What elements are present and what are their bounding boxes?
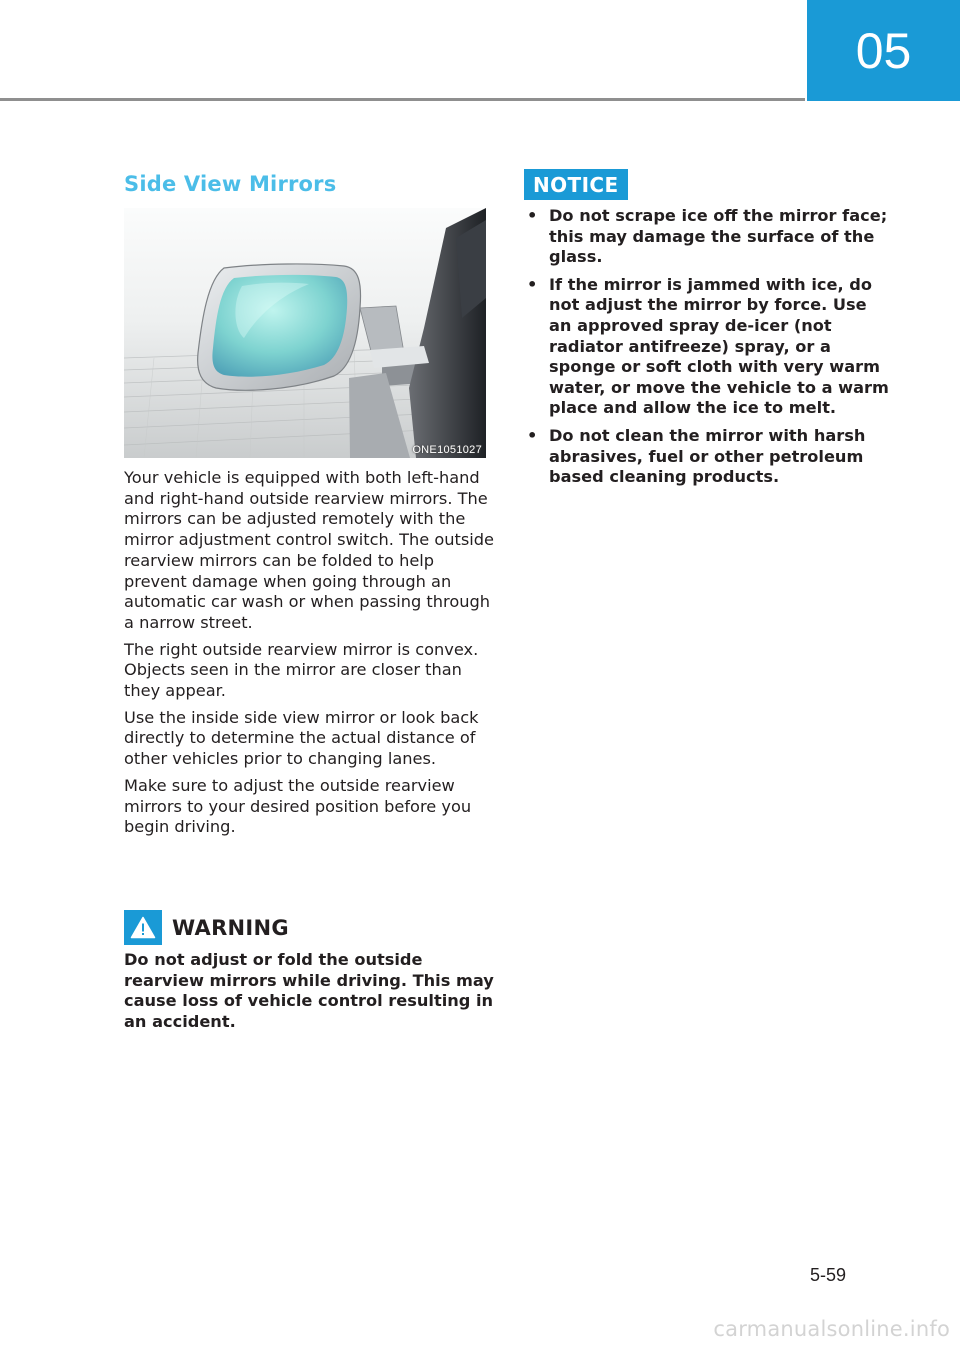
bullet-icon: • [527, 274, 538, 294]
notice-item-text: If the mirror is jammed with ice, do not adjust the mirror by force. Use an approved spray de-icer (not radiator antifreeze) spray, or a sponge or soft cloth with very warm water, or move the vehicle to a warm place and allow the ice to melt. [549, 274, 889, 418]
body-paragraph: Make sure to adjust the outside rearview mirrors to your desired position before you begin driving. [124, 775, 472, 837]
warning-label: WARNING [172, 915, 289, 940]
section-title: Side View Mirrors [124, 172, 337, 196]
body-paragraph: Use the inside side view mirror or look back directly to determine the actual distance of other vehicles prior to changing lanes. [124, 707, 479, 769]
notice-badge: NOTICE [524, 169, 628, 200]
body-text [124, 468, 494, 844]
watermark: carmanualsonline.info [713, 1317, 950, 1341]
notice-item [524, 275, 890, 419]
warning-text: Do not adjust or fold the outside rearview mirrors while driving. This may cause loss of vehicle control resulting in an accident. [124, 950, 494, 1031]
body-paragraph: Your vehicle is equipped with both left-hand and right-hand outside rearview mirrors. The mirrors can be adjusted remotely with the mirror adjustment control switch. The outside rearview mirrors can be folded to help prevent damage when going through an automatic car wash or when passing through a narrow street. [124, 468, 495, 632]
warning-triangle-icon [124, 910, 162, 945]
bullet-icon: • [527, 206, 538, 225]
notice-item-text: Do not scrape ice off the mirror face; this may damage the surface of the glass. [549, 206, 888, 267]
page-number: 5-59 [810, 1265, 847, 1285]
figure-code: ONE1051027 [412, 444, 482, 456]
notice-list [524, 206, 890, 495]
chapter-tab: 05 [807, 0, 960, 101]
notice-item-text: Do not clean the mirror with harsh abrasives, fuel or other petroleum based cleaning products. [549, 425, 866, 487]
side-mirror-illustration [124, 208, 486, 458]
notice-item [524, 426, 890, 488]
figure [124, 208, 486, 458]
warning-heading [124, 910, 289, 945]
body-paragraph: The right outside rearview mirror is convex. Objects seen in the mirror are closer than they appear. [124, 639, 479, 701]
header-rule [0, 98, 805, 101]
notice-item [524, 206, 890, 268]
bullet-icon: • [527, 425, 538, 445]
